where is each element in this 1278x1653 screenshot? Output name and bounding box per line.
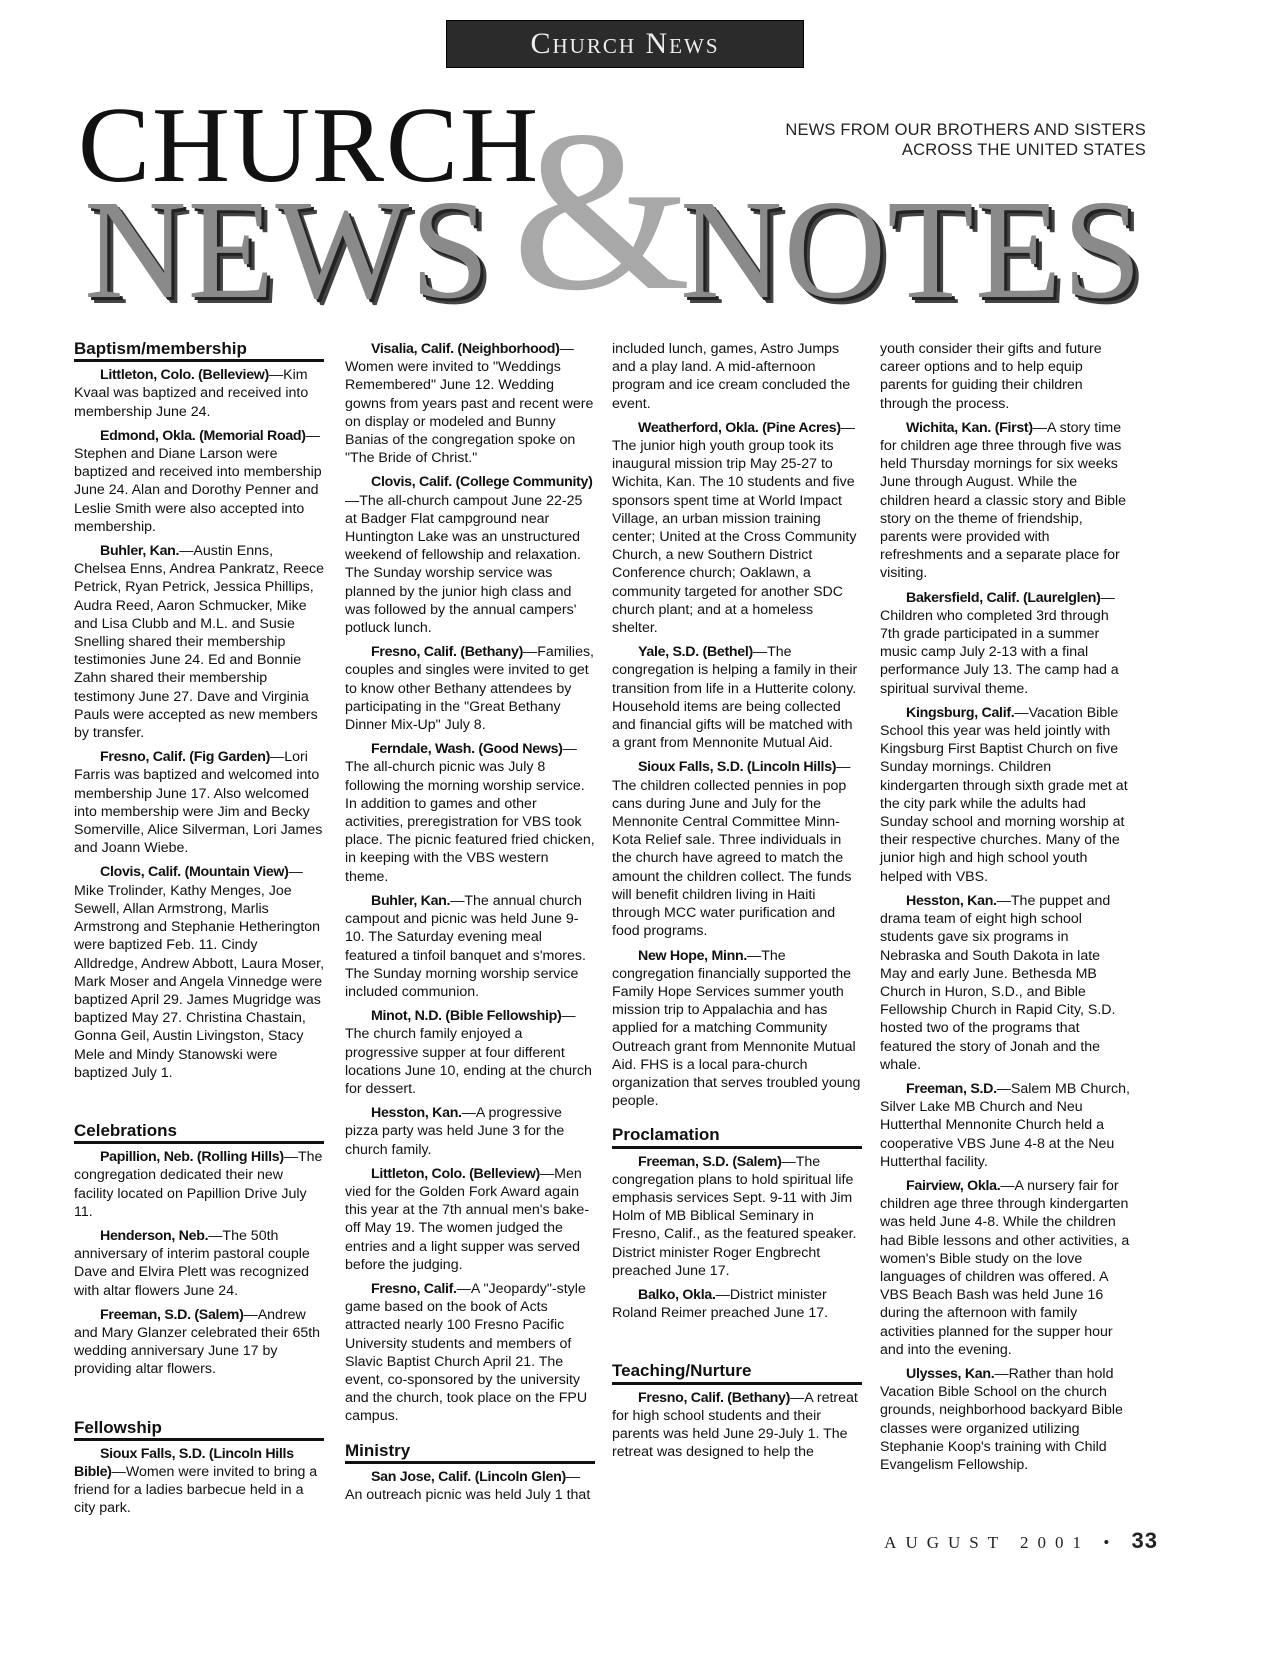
section-heading-proclamation: Proclamation <box>612 1126 862 1148</box>
news-item: Yale, S.D. (Bethel)—The congregation is helping a family in their transition from life in a Hutterite colony. Household items are being collected and financial gifts will be matched with a grant from Mennonite Mutual Aid. <box>612 644 858 752</box>
news-item: Hesston, Kan.—A progressive pizza party was held June 3 for the church family. <box>345 1105 565 1158</box>
masthead-news: NEWS <box>84 170 491 328</box>
news-item-continued: youth consider their gifts and future career options and to help equip parents for guiding their children through the process. <box>880 341 1102 412</box>
subtitle-line-1: NEWS FROM OUR BROTHERS AND SISTERS <box>785 121 1146 139</box>
news-item: Fresno, Calif.—A "Jeopardy"-style game based on the book of Acts attracted nearly 100 Fresno Pacific University students and members of Slavic Baptist Church April 21. The event, co-sponsored by the university and the church, took place on the FPU campus. <box>345 1280 588 1425</box>
news-item: Sioux Falls, S.D. (Lincoln Hills Bible)—Women were invited to bring a friend for a ladies barbecue held in a city park. <box>74 1445 318 1517</box>
news-item: Weatherford, Okla. (Pine Acres)—The junior high youth group took its inaugural mission trip May 25-27 to Wichita, Kan. The 10 students and five sponsors spent time at World Impact Village, an urban mission training center; United at the Cross Community Church, a new Southern District Conference church; Oaklawn, a community targeted for another SDC church plant; and at a homeless shelter. <box>612 419 857 637</box>
masthead-ampersand: & <box>512 83 691 338</box>
news-item: Freeman, S.D. (Salem)—Andrew and Mary Glanzer celebrated their 65th wedding anniversary June 17 by providing altar flowers. <box>74 1306 321 1378</box>
news-item: Ulysses, Kan.—Rather than hold Vacation Bible School on the church grounds, neighborhood backyard Bible classes were organized utilizing Stephanie Koop's training with Child Evangelism Fellowship. <box>880 1365 1123 1473</box>
news-item: Littleton, Colo. (Belleview)—Men vied for the Golden Fork Award again this year at the 7th annual men's bake-off May 19. The women judged the entries and a light supper was served before the judging. <box>345 1165 590 1273</box>
masthead-notes: NOTES <box>680 170 1143 328</box>
news-item: Visalia, Calif. (Neighborhood)—Women were invited to "Weddings Remembered" June 12. Wedding gowns from years past and recent were on display or modeled and Bunny Banias of the congregation spoke on "The Bride of Christ." <box>345 341 594 467</box>
news-item: Clovis, Calif. (College Community)—The all-church campout June 22-25 at Badger Flat campground near Huntington Lake was an unstructured weekend of fellowship and relaxation. The Sunday worship service was planned by the junior high class and was followed by the annual campers' potluck lunch. <box>345 474 593 637</box>
footer-month: AUGUST 2001 <box>884 1533 1091 1552</box>
news-item: Sioux Falls, S.D. (Lincoln Hills)—The children collected pennies in pop cans during June and July for the Mennonite Central Committee Minn-Kota Relief sale. Three individuals in the church have agreed to match the amount the children collect. The funds will benefit children living in Haiti through MCC water purification and food programs. <box>612 759 852 940</box>
news-item: Hesston, Kan.—The puppet and drama team of eight high school students gave six programs in Nebraska and South Dakota in late May and early June. Bethesda MB Church in Huron, S.D., and Bible Fellowship Church in Rapid City, S.D. hosted two of the programs that featured the story of Jonah and the whale. <box>880 892 1116 1073</box>
page-footer <box>884 1528 1158 1554</box>
column-1 <box>74 340 324 1524</box>
column-4 <box>880 340 1130 1480</box>
section-banner-label: Church News <box>530 27 720 60</box>
section-banner <box>446 20 804 68</box>
news-item: Minot, N.D. (Bible Fellowship)—The church family enjoyed a progressive supper at four different locations June 10, ending at the church for dessert. <box>345 1008 592 1097</box>
news-item: Edmond, Okla. (Memorial Road)—Stephen and Diane Larson were baptized and received into membership June 24. Alan and Dorothy Penner and Leslie Smith were also accepted into membership. <box>74 427 322 535</box>
column-3 <box>612 340 862 1467</box>
subtitle-line-2: ACROSS THE UNITED STATES <box>901 141 1146 159</box>
news-item: Ferndale, Wash. (Good News)—The all-church picnic was July 8 following the morning worship service. In addition to games and other activities, preregistration for VBS took place. The picnic featured fried chicken, in keeping with the VBS western theme. <box>345 741 595 885</box>
news-item: Fresno, Calif. (Fig Garden)—Lori Farris was baptized and welcomed into membership June 17. Also welcomed into membership were Jim and Becky Somerville, Alice Silverman, Lori James and Joann Wiebe. <box>74 749 323 857</box>
column-2 <box>345 340 595 1510</box>
section-heading-teaching: Teaching/Nurture <box>612 1362 862 1384</box>
news-item: Balko, Okla.—District minister Roland Reimer preached June 17. <box>612 1286 829 1322</box>
news-item: Wichita, Kan. (First)—A story time for children age three through five was held Thursday mornings for six weeks June through August. While the children heard a classic story and Bible story on the theme of friendship, parents were provided with refreshments and a separate place for visiting. <box>880 419 1127 582</box>
page-number: 33 <box>1131 1528 1158 1553</box>
news-item: Freeman, S.D.—Salem MB Church, Silver Lake MB Church and Neu Hutterthal Mennonite Church held a cooperative VBS June 4-8 at the Neu Hutterthal facility. <box>880 1080 1130 1170</box>
masthead-subtitle <box>785 120 1146 160</box>
section-heading-ministry: Ministry <box>345 1442 595 1464</box>
news-item-continued: included lunch, games, Astro Jumps and a play land. A mid-afternoon program and ice cream concluded the event. <box>612 341 851 412</box>
news-item: Littleton, Colo. (Belleview)—Kim Kvaal was baptized and received into membership June 24. <box>74 367 309 420</box>
news-item: Papillion, Neb. (Rolling Hills)—The congregation dedicated their new facility located on Papillion Drive July 11. <box>74 1149 323 1220</box>
news-item: Fresno, Calif. (Bethany)—Families, couples and singles were invited to get to know other Bethany attendees by participating in the "Great Bethany Dinner Mix-Up" July 8. <box>345 644 594 734</box>
news-item: Kingsburg, Calif.—Vacation Bible School this year was held jointly with Kingsburg First Baptist Church on five Sunday mornings. Children kindergarten through sixth grade met at the city park while the adults had Sunday school and morning worship at their respective churches. Many of the junior high and high school youth helped with VBS. <box>880 704 1128 885</box>
news-item: Buhler, Kan.—The annual church campout and picnic was held June 9-10. The Saturday evening meal featured a tinfoil banquet and s'mores. The Sunday morning worship service included communion. <box>345 892 586 1000</box>
news-item: Fairview, Okla.—A nursery fair for children age three through kindergarten was held June 4-8. While the children had Bible lessons and other activities, a women's Bible study on the love languages of children was offered. A VBS Beach Bash was held June 16 during the afternoon with family activities planned for the supper hour and into the evening. <box>880 1177 1130 1358</box>
news-item: Clovis, Calif. (Mountain View)—Mike Trolinder, Kathy Menges, Joe Sewell, Allan Armstrong, Marlis Armstrong and Stephanie Hetherington were baptized Feb. 11. Cindy Alldredge, Andrew Abbott, Laura Moser, Mark Moser and Angela Vinnedge were baptized April 29. James Mugridge was baptized May 27. Christina Chastain, Gonna Geil, Austin Livingston, Stacy Mele and Mindy Stanowski were baptized July 1. <box>74 864 325 1081</box>
section-heading-baptism: Baptism/membership <box>74 340 324 362</box>
news-item: New Hope, Minn.—The congregation financially supported the Family Hope Services summer youth mission trip to Appalachia and has applied for a matching Community Outreach grant from Mennonite Mutual Aid. FHS is a local para-church organization that serves troubled young people. <box>612 947 861 1110</box>
section-heading-celebrations: Celebrations <box>74 1122 324 1144</box>
news-item: Freeman, S.D. (Salem)—The congregation plans to hold spiritual life emphasis services Sept. 9-11 with Jim Holm of MB Biblical Seminary in Fresno, Calif., as the featured speaker. District minister Roger Engbrecht preached June 17. <box>612 1153 857 1279</box>
section-heading-fellowship: Fellowship <box>74 1419 324 1441</box>
masthead-church: CHURCH <box>78 86 541 205</box>
footer-bullet: • <box>1103 1533 1119 1552</box>
news-item: San Jose, Calif. (Lincoln Glen)—An outreach picnic was held July 1 that <box>345 1468 591 1503</box>
news-item: Bakersfield, Calif. (Laurelglen)—Children who completed 3rd through 7th grade participated in a summer music camp July 2-13 with a final performance July 13. The camp had a spiritual survival theme. <box>880 589 1119 697</box>
news-item: Henderson, Neb.—The 50th anniversary of interim pastoral couple Dave and Elvira Plett was recognized with altar flowers June 24. <box>74 1227 310 1299</box>
news-item: Fresno, Calif. (Bethany)—A retreat for high school students and their parents was held June 29-July 1. The retreat was designed to help the <box>612 1389 858 1461</box>
news-item: Buhler, Kan.—Austin Enns, Chelsea Enns, Andrea Pankratz, Reece Petrick, Ryan Petrick, Jessica Phillips, Audra Reed, Aaron Schmucker, Mike and Lisa Clubb and M.L. and Susie Snelling shared their membership testimonies June 24. Ed and Bonnie Zahn shared their membership testimony June 27. Dave and Virginia Pauls were accepted as new members by transfer. <box>74 543 325 742</box>
